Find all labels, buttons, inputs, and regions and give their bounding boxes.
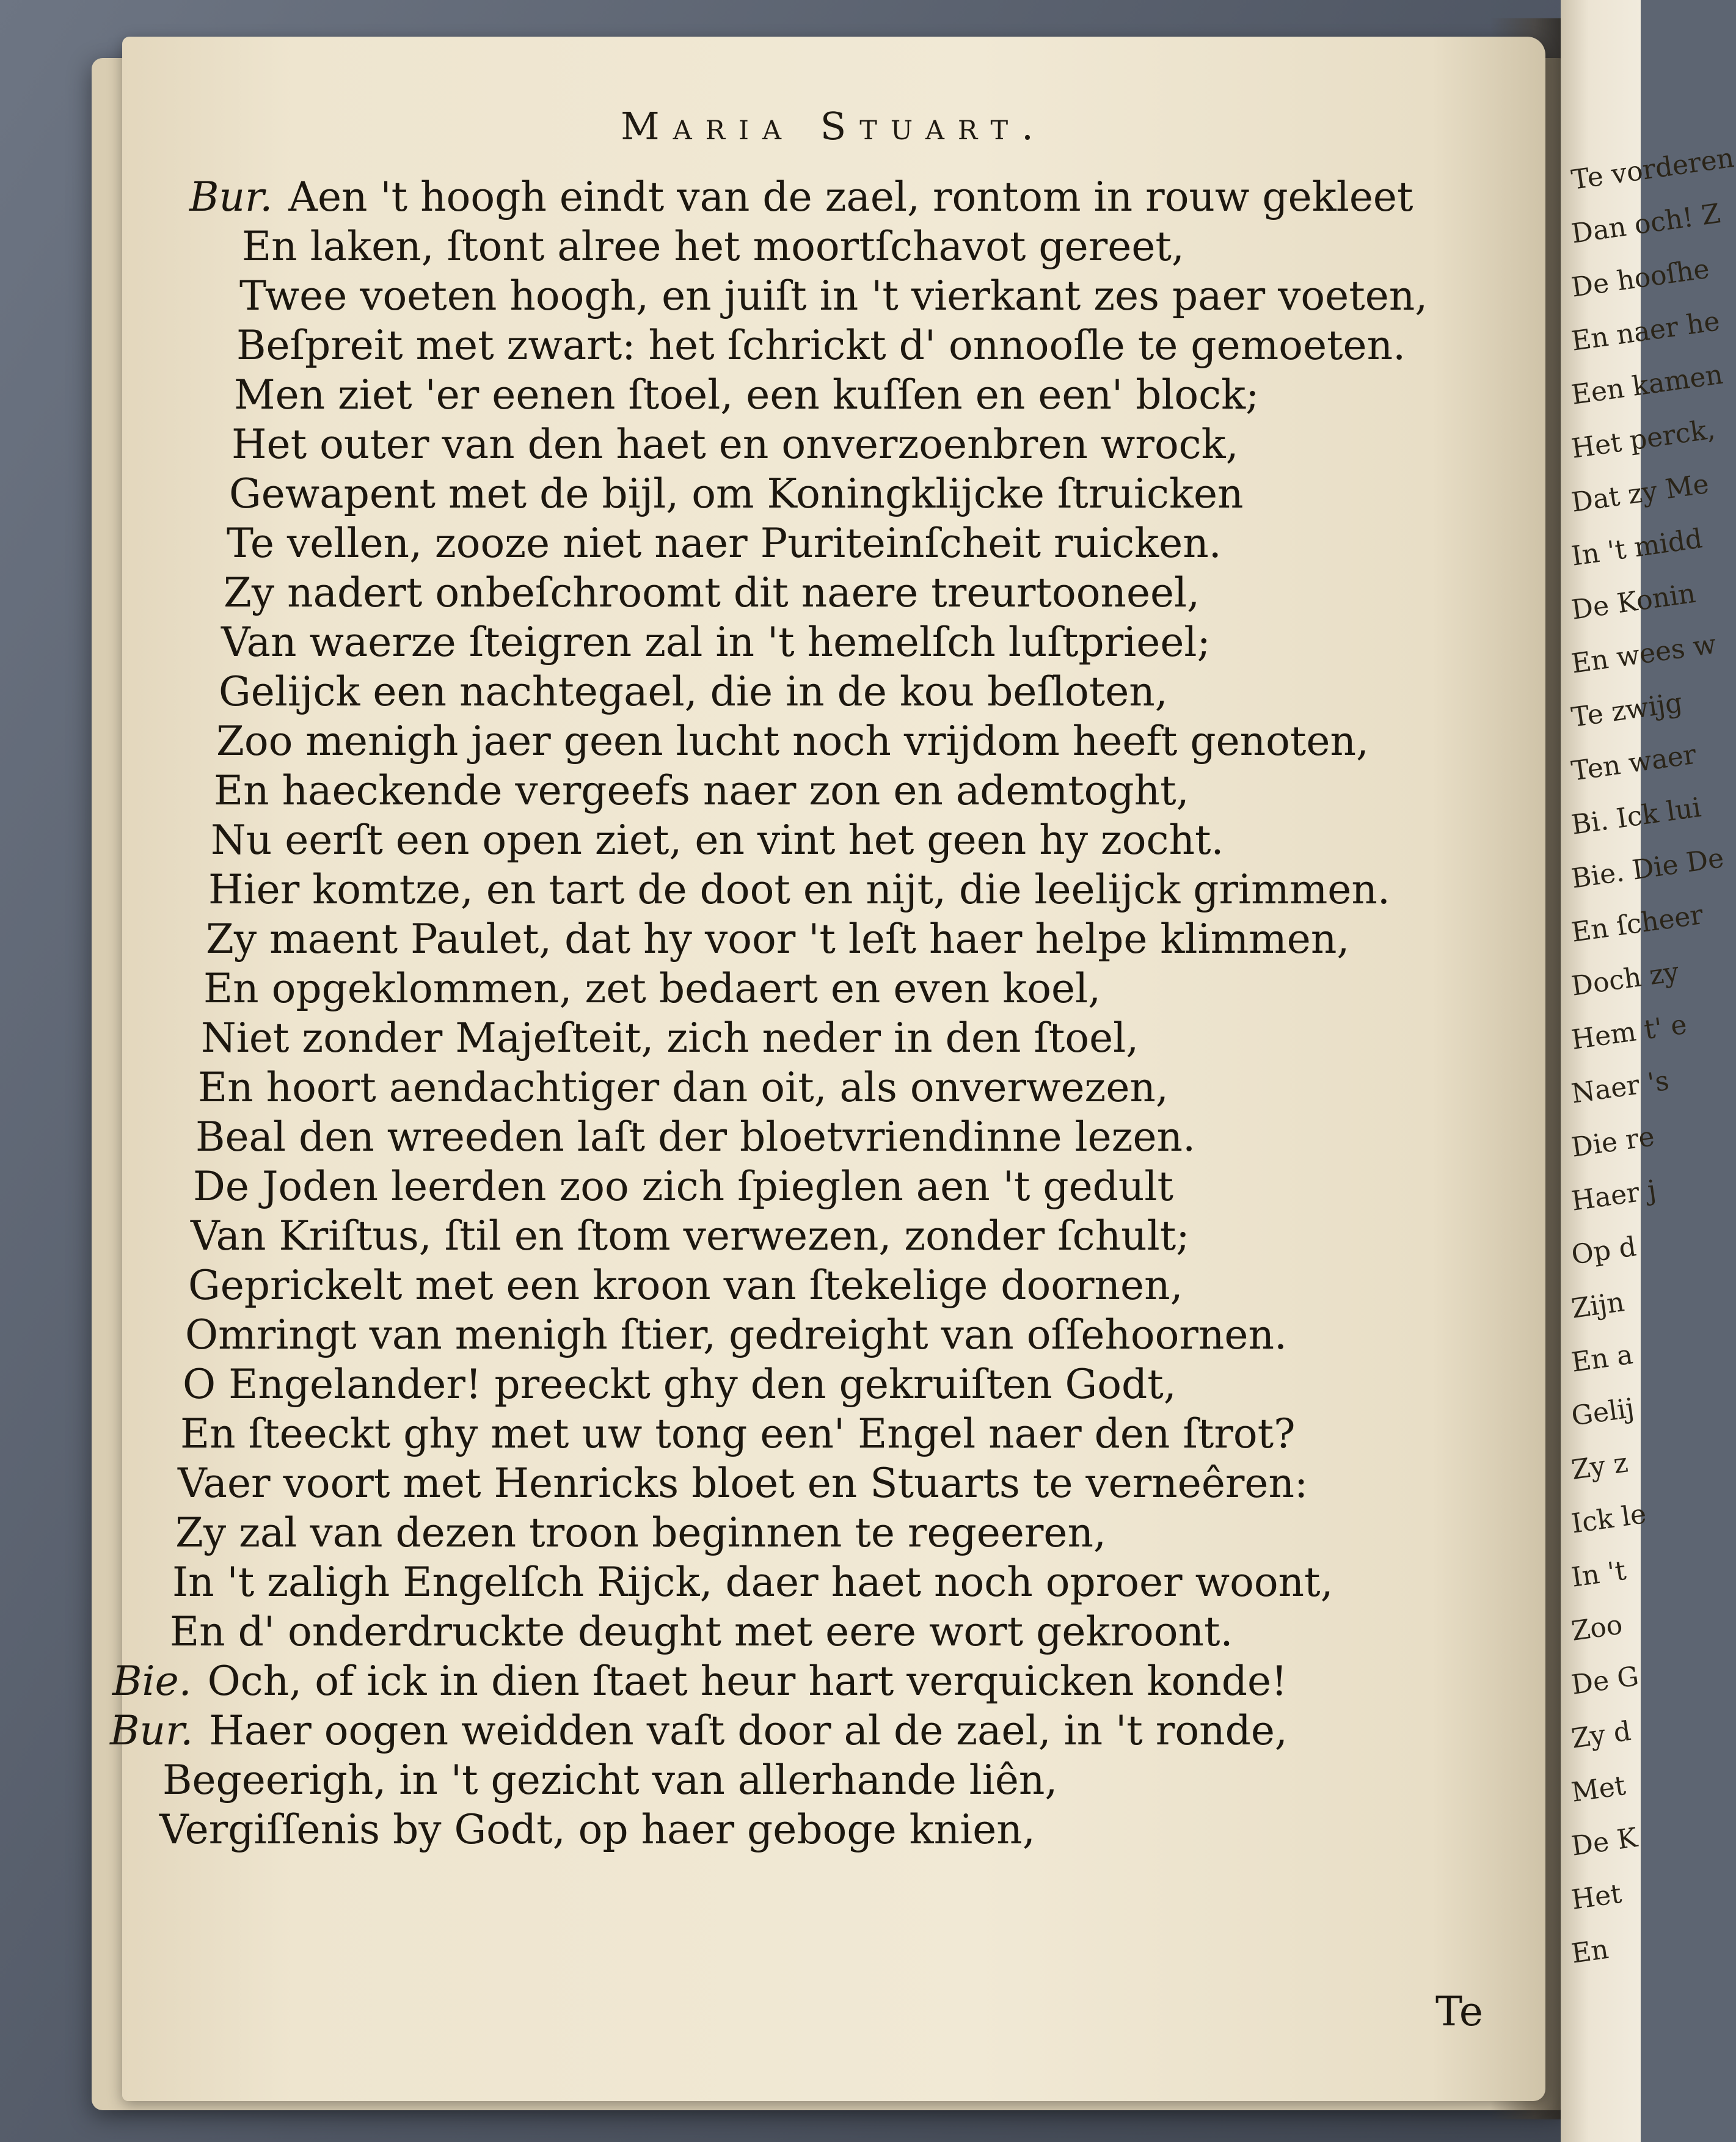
verse-line-text: En opgeklommen, zet bedaert en even koel, [203, 965, 1101, 1012]
verse-text [110, 37, 1545, 2101]
verse-line-text: Twee voeten hoogh, en juiſt in 't vierkant zes paer voeten, [239, 272, 1428, 319]
verse-line-text: Niet zonder Majeſteit, zich neder in den ſtoel, [201, 1015, 1139, 1062]
verse-line-text: Begeerigh, in 't gezicht van allerhande liên, [162, 1757, 1058, 1804]
verse-line-text: En ſteeckt ghy met uw tong een' Engel naer den ſtrot? [180, 1410, 1296, 1457]
verse-line-text: O Engelander! preeckt ghy den gekruiſten Godt, [183, 1361, 1176, 1408]
verse-line-text: Zy nadert onbeſchroomt dit naere treurtooneel, [224, 569, 1200, 616]
verse-line [178, 1460, 1308, 1507]
verse-line [232, 421, 1239, 468]
facing-page-fragment: In 't midd [1569, 523, 1705, 572]
facing-page-fragment: Met [1569, 1769, 1628, 1809]
facing-page-fragment: Doch zy [1569, 956, 1681, 1002]
verse-line-text: De Joden leerden zoo zich ſpieglen aen 't gedult [193, 1163, 1174, 1210]
facing-page-fragment: En naer he [1569, 305, 1722, 357]
verse-line-text: Och, of ick in dien ſtaet heur hart verquicken konde! [207, 1658, 1288, 1705]
verse-line-text: Beſpreit met zwart: het ſchrickt d' onnooſle te gemoeten. [236, 322, 1406, 369]
verse-line-text: In 't zaligh Engelſch Rijck, daer haet noch oproer woont, [172, 1559, 1333, 1606]
facing-page-fragment: En a [1569, 1339, 1635, 1379]
verse-line-text: En hoort aendachtiger dan oit, als onverwezen, [198, 1064, 1169, 1111]
facing-page-fragment: En ſcheer [1569, 899, 1705, 949]
verse-line [180, 1410, 1296, 1457]
facing-page-fragment: Het [1569, 1878, 1624, 1916]
speaker-label: Bur. [189, 173, 273, 220]
facing-page-fragment: De hooſhe [1569, 253, 1712, 304]
verse-line [227, 520, 1222, 567]
facing-page-fragment: In 't [1569, 1554, 1628, 1594]
verse-line-text: Te vellen, zooze niet naer Puriteinſcheit ruicken. [227, 520, 1222, 567]
verse-line-text: Van waerze ſteigren zal in 't hemelſch luſtprieel; [221, 619, 1211, 666]
verse-line [224, 569, 1200, 616]
verse-line [112, 1658, 1288, 1705]
facing-page-fragment: Bie. Die De [1569, 842, 1726, 895]
verse-line [242, 223, 1184, 270]
facing-page-fragment: Dat zy Me [1569, 468, 1711, 519]
book-page [110, 37, 1545, 2101]
verse-line-text: Nu eerſt een open ziet, en vint het geen hy zocht. [211, 817, 1224, 864]
verse-line [188, 1262, 1183, 1309]
verse-line-text: En haeckende vergeefs naer zon en ademtoght, [214, 767, 1189, 814]
facing-page-fragment: Te zwijg [1569, 687, 1685, 734]
verse-line-text: Gewapent met de bijl, om Koningklijcke ſtruicken [229, 470, 1244, 517]
verse-line [214, 767, 1189, 814]
facing-page-fragment: De K [1569, 1822, 1639, 1862]
verse-line [195, 1113, 1196, 1160]
verse-line [203, 965, 1101, 1012]
facing-page-fragment: En [1569, 1933, 1611, 1970]
catchword: Te [1435, 1988, 1483, 2035]
verse-line [191, 1212, 1190, 1259]
facing-page-fragment: Zy z [1569, 1447, 1630, 1486]
verse-line [198, 1064, 1169, 1111]
facing-page [1561, 0, 1736, 2142]
verse-line [201, 1015, 1139, 1062]
facing-page-fragment: De G [1569, 1660, 1641, 1701]
verse-line-text: Omringt van menigh ſtier, gedreight van oſſehoornen. [185, 1311, 1287, 1358]
verse-line-text: Het outer van den haet en onverzoenbren wrock, [232, 421, 1239, 468]
facing-page-fragment: Gelij [1569, 1392, 1636, 1432]
verse-line [229, 470, 1244, 517]
facing-page-fragment: Een kamen [1569, 359, 1725, 411]
facing-page-fragment: De Konin [1569, 577, 1698, 626]
verse-line-text: Zy maent Paulet, dat hy voor 't leſt haer helpe klimmen, [206, 916, 1350, 963]
verse-line-text: Zy zal van dezen troon beginnen te regeeren, [175, 1509, 1106, 1556]
facing-page-fragment: Zoo [1569, 1609, 1625, 1647]
verse-line [170, 1608, 1233, 1655]
verse-line-text: Aen 't hoogh eindt van de zael, rontom in rouw gekleet [288, 173, 1413, 220]
facing-page-fragment: Te vorderen [1569, 142, 1736, 196]
verse-line [189, 173, 1413, 220]
facing-page-fragment: Die re [1569, 1121, 1657, 1164]
running-head: Maria Stuart. [621, 104, 1047, 148]
speaker-label: Bur. [110, 1707, 194, 1754]
facing-page-fragment: Bi. Ick lui [1569, 792, 1704, 841]
verse-line [162, 1757, 1058, 1804]
facing-page-fragment: Ten waer [1569, 738, 1698, 787]
verse-line-text: Van Kriſtus, ſtil en ſtom verwezen, zonder ſchult; [191, 1212, 1190, 1259]
verse-line [234, 371, 1260, 418]
facing-page-fragment: En wees w [1569, 628, 1718, 680]
verse-line [216, 718, 1369, 765]
facing-page-fragment: Hem t' e [1569, 1008, 1689, 1056]
facing-page-fragment: Zijn [1569, 1286, 1627, 1325]
facing-page-fragment: Naer 's [1569, 1065, 1671, 1110]
verse-line-text: En d' onderdruckte deught met eere wort gekroont. [170, 1608, 1233, 1655]
verse-line [159, 1806, 1035, 1853]
verse-line-text: Hier komtze, en tart de doot en nijt, die leelijck grimmen. [208, 866, 1390, 913]
verse-line [172, 1559, 1333, 1606]
facing-page-fragment: Dan och! Z [1569, 198, 1723, 250]
verse-line-text: En laken, ſtont alree het moortſchavot gereet, [242, 223, 1184, 270]
facing-page-fragment: Het perck, [1569, 413, 1717, 465]
facing-page-fragment: Op d [1569, 1231, 1638, 1271]
verse-line [206, 916, 1350, 963]
verse-line [185, 1311, 1287, 1358]
verse-line-text: Zoo menigh jaer geen lucht noch vrijdom heeft genoten, [216, 718, 1369, 765]
verse-line [193, 1163, 1174, 1210]
verse-line [183, 1361, 1176, 1408]
verse-line-text: Men ziet 'er eenen ſtoel, een kuſſen en een' block; [234, 371, 1260, 418]
verse-line-text: Gelijck een nachtegael, die in de kou beſloten, [219, 668, 1168, 715]
verse-line-text: Vergiſſenis by Godt, op haer geboge knien, [159, 1806, 1035, 1853]
facing-page-fragment: Haer j [1569, 1174, 1658, 1217]
speaker-label: Bie. [112, 1658, 192, 1705]
facing-page-fragment: Zy d [1569, 1715, 1633, 1755]
verse-line [175, 1509, 1106, 1556]
verse-line [211, 817, 1224, 864]
verse-line [236, 322, 1406, 369]
verse-line-text: Vaer voort met Henricks bloet en Stuarts te verneêren: [178, 1460, 1308, 1507]
verse-line [221, 619, 1211, 666]
verse-line [239, 272, 1428, 319]
verse-line [110, 1707, 1288, 1754]
verse-line [219, 668, 1168, 715]
verse-line-text: Haer oogen weidden vaſt door al de zael, in 't ronde, [209, 1707, 1288, 1754]
verse-line-text: Beal den wreeden laſt der bloetvriendinne lezen. [195, 1113, 1196, 1160]
facing-page-fragment: Ick le [1569, 1498, 1649, 1540]
verse-line [208, 866, 1390, 913]
verse-line-text: Geprickelt met een kroon van ſtekelige doornen, [188, 1262, 1183, 1309]
